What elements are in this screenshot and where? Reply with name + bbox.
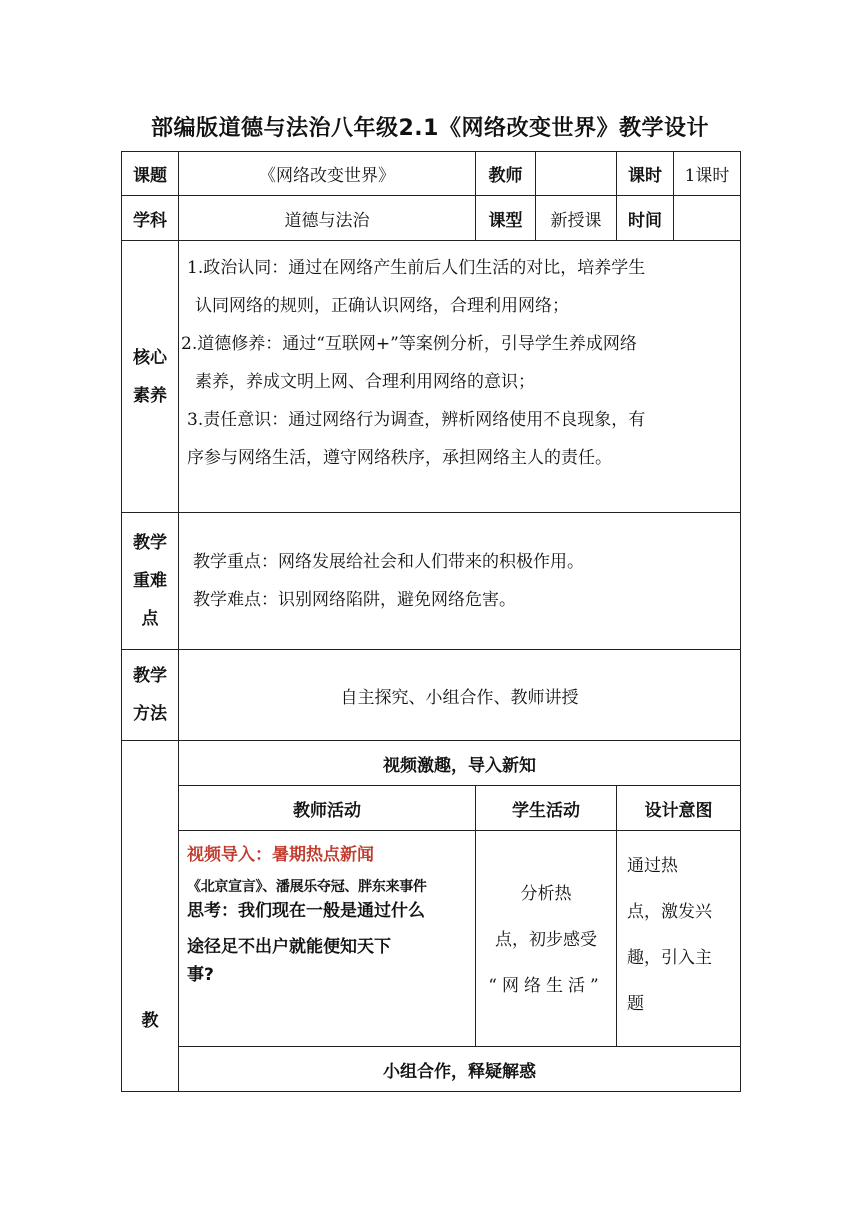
section-2-title: 小组合作，释疑解惑 [179,1047,741,1092]
type-label: 课型 [476,196,536,241]
core-line-6: 序参与网络生活，遵守网络秩序，承担网络主人的责任。 [187,448,612,468]
core-line-4: 素养，养成文明上网、合理利用网络的意识； [195,372,535,392]
col-teacher-activity: 教师活动 [179,786,476,831]
row-key-points [122,513,741,650]
time-value [674,196,741,241]
row-teaching-method [122,650,741,741]
col-design-intent: 设计意图 [617,786,741,831]
design-intent-cell [617,831,741,1047]
period-label: 课时 [617,152,674,196]
student-activity-line-2: 点，初步感受 [495,930,597,950]
row-section-2 [122,1047,741,1092]
row-core-literacy [122,241,741,513]
teacher-activity-question-1: 思考：我们现在一般是通过什么 [187,901,425,921]
core-content [179,241,741,513]
student-activity-line-3: “网络生活” [488,976,604,996]
key-points-label-line-1: 教学 [133,533,167,553]
time-label: 时间 [617,196,674,241]
method-value: 自主探究、小组合作、教师讲授 [179,650,741,741]
teaching-difficulty: 教学难点：识别网络陷阱，避免网络危害。 [193,590,516,610]
teacher-label: 教师 [476,152,536,196]
method-label [122,650,179,741]
method-label-line-2: 方法 [133,704,167,724]
student-activity-line-1: 分析热 [520,884,572,904]
core-line-1: 1.政治认同：通过在网络产生前后人们生活的对比，培养学生 [187,258,646,278]
lesson-plan-table [121,151,741,1092]
key-points-label [122,513,179,650]
core-line-2: 认同网络的规则，正确认识网络，合理利用网络； [195,296,569,316]
core-label-line-1: 核心 [133,347,167,368]
row-activity-1 [122,831,741,1047]
section-1-title: 视频激趣，导入新知 [179,741,741,786]
col-student-activity: 学生活动 [476,786,617,831]
key-points-label-line-3: 点 [141,609,159,629]
topic-label: 课题 [122,152,179,196]
teacher-value [536,152,617,196]
teacher-activity-cell [179,831,476,1047]
row-section-1 [122,741,741,786]
teacher-activity-title: 视频导入：暑期热点新闻 [187,845,374,865]
subject-label: 学科 [122,196,179,241]
method-label-line-1: 教学 [133,666,167,686]
topic-value: 《网络改变世界》 [179,152,476,196]
type-value: 新授课 [536,196,617,241]
design-intent-line-3: 趣，引入主 [627,948,712,968]
row-topic [122,152,741,196]
subject-value: 道德与法治 [179,196,476,241]
row-subject [122,196,741,241]
core-line-3: 2.道德修养：通过“互联网+”等案例分析，引导学生养成网络 [181,334,637,354]
teaching-focus: 教学重点：网络发展给社会和人们带来的积极作用。 [193,552,584,572]
document-title: 部编版道德与法治八年级2.1《网络改变世界》教学设计 [151,116,709,141]
design-intent-line-2: 点，激发兴 [627,902,712,922]
teacher-activity-news: 《北京宣言》、潘展乐夺冠、胖东来事件 [187,879,427,895]
core-label-line-2: 素养 [133,385,167,406]
teacher-activity-question-3: 事? [187,965,214,985]
key-points-label-line-2: 重难 [133,571,167,591]
key-points-content [179,513,741,650]
core-label [122,241,179,513]
process-label [122,741,179,1092]
core-line-5: 3.责任意识：通过网络行为调查，辨析网络使用不良现象，有 [187,410,646,430]
design-intent-line-4: 题 [627,994,644,1014]
process-label-text: 教 [141,1011,159,1031]
row-activity-headers [122,786,741,831]
period-value: 1课时 [674,152,741,196]
design-intent-line-1: 通过热 [627,856,678,876]
teacher-activity-question-2: 途径足不出户就能便知天下 [187,937,391,957]
student-activity-cell [476,831,617,1047]
